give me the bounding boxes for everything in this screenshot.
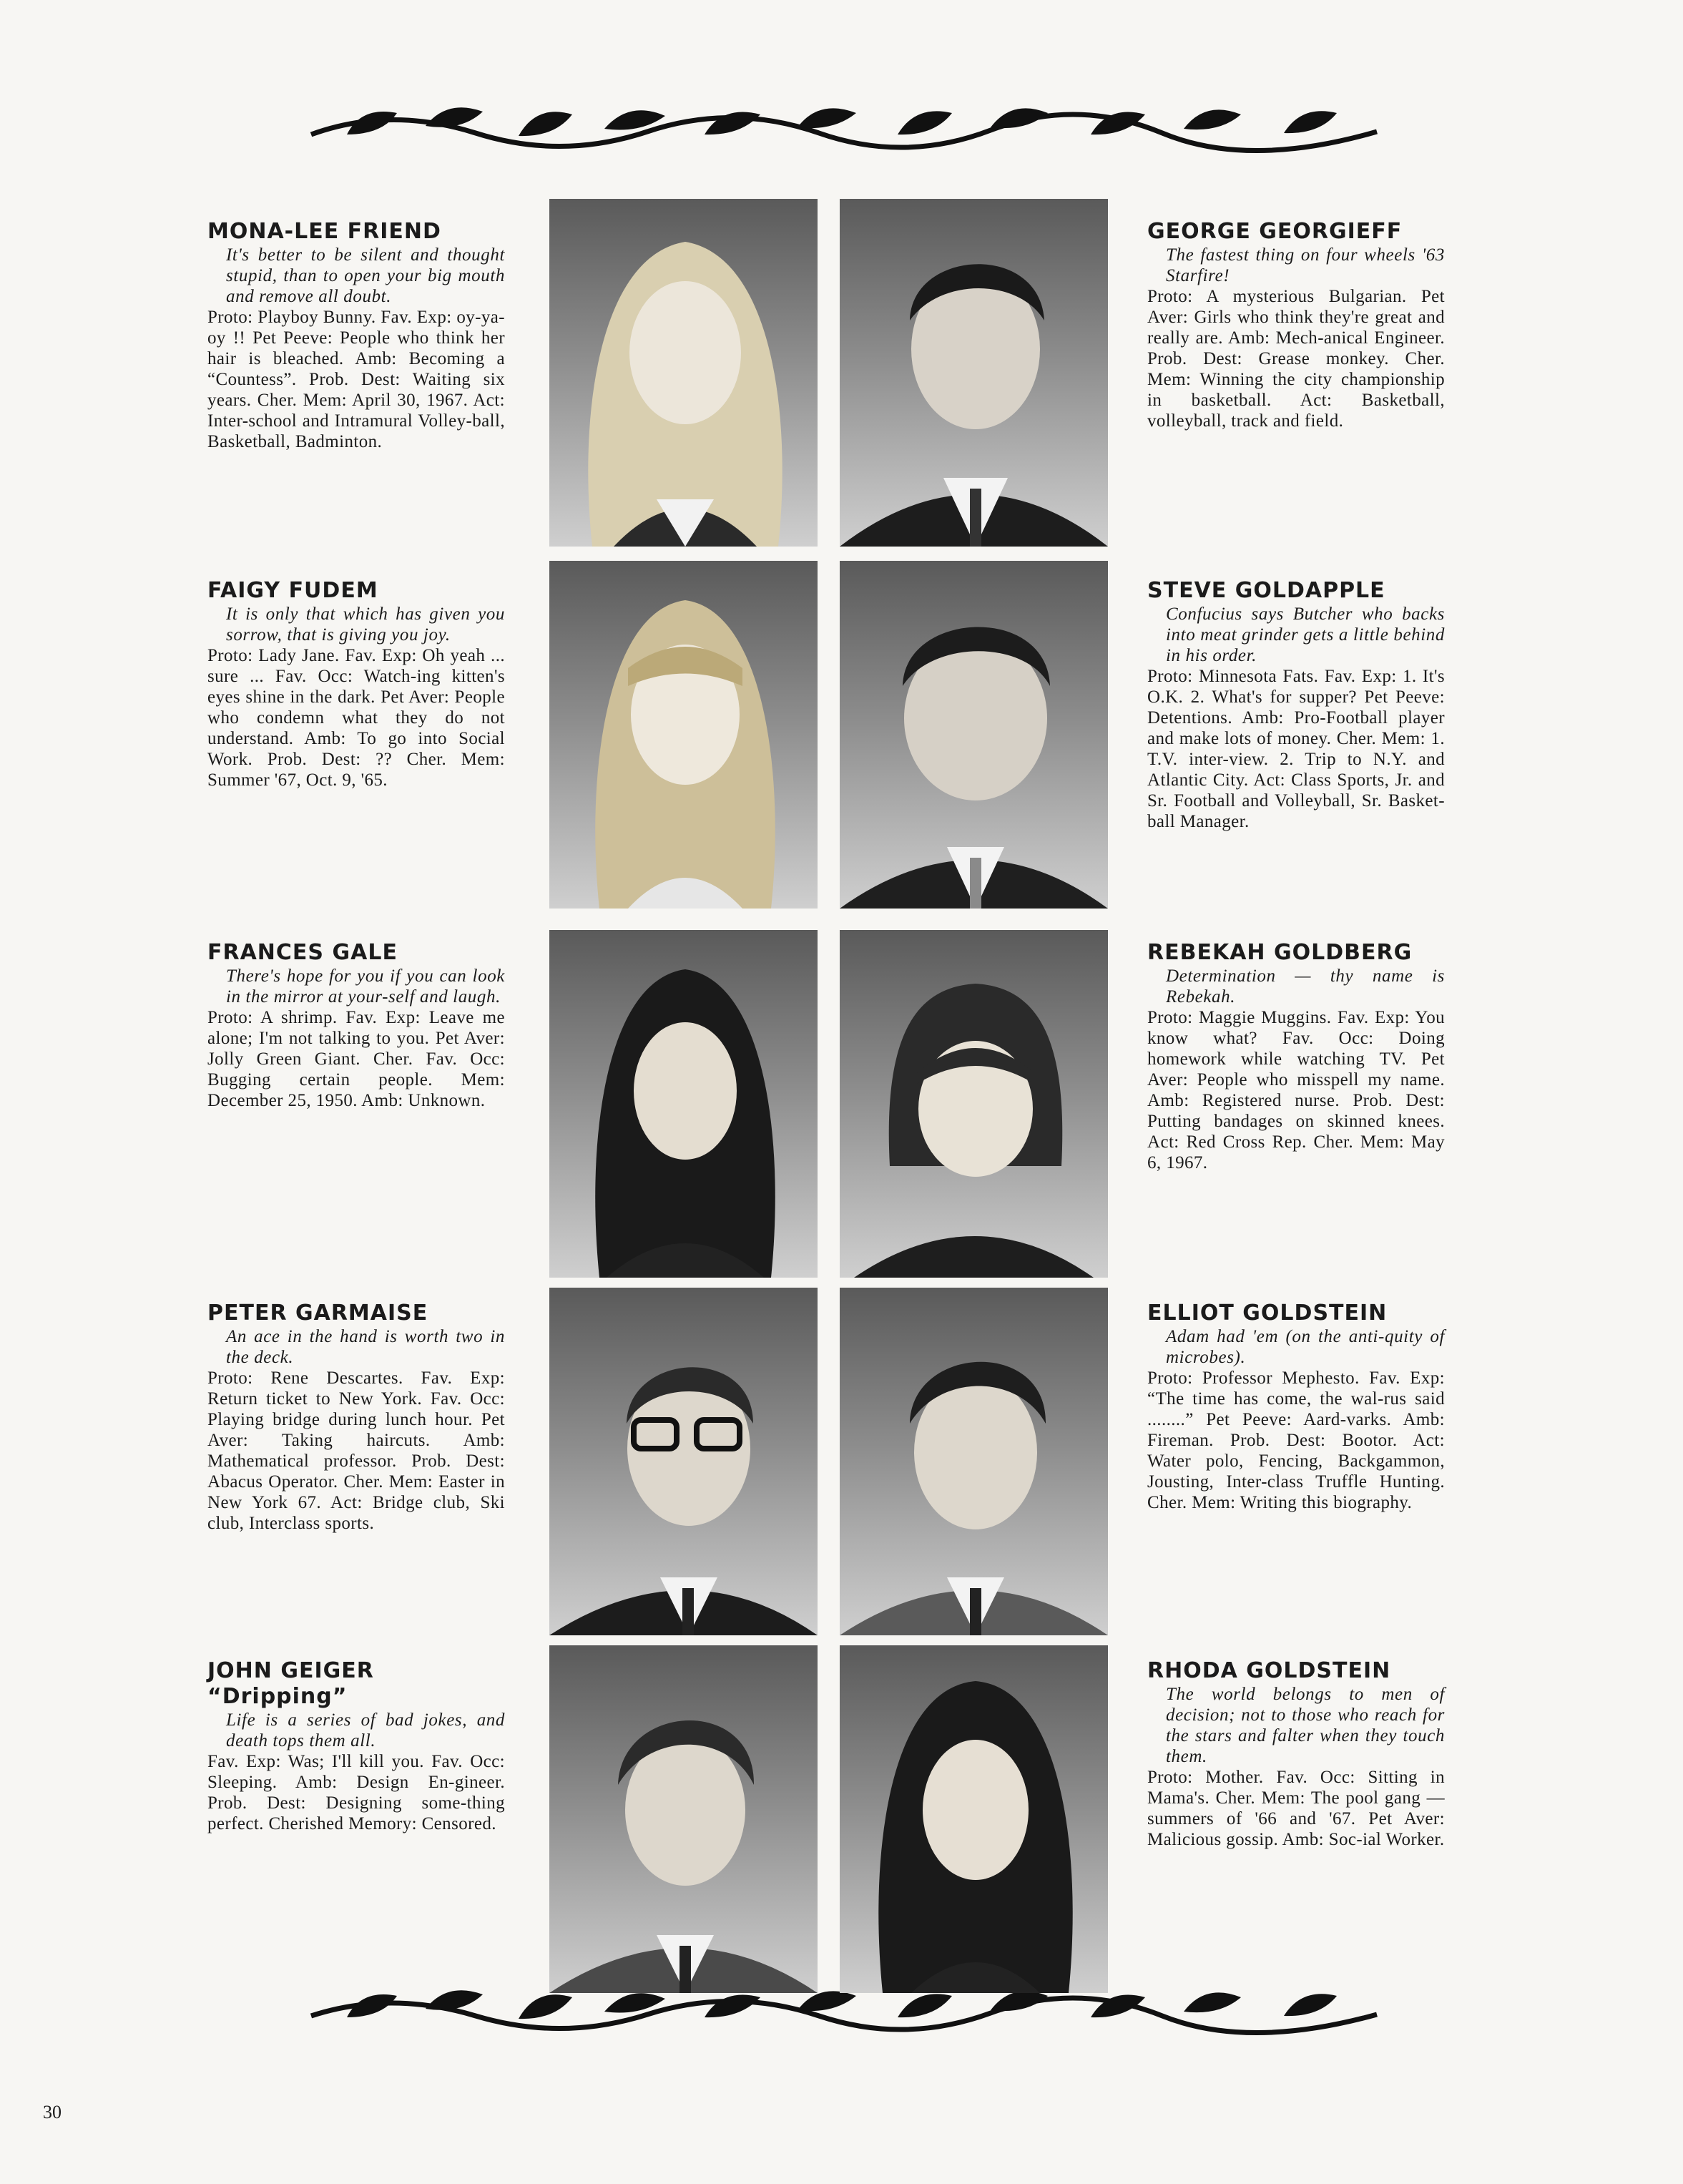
portrait-photo-mona-lee-friend (549, 199, 818, 547)
portrait-photo-steve-goldapple (840, 561, 1108, 909)
student-bio: Proto: Professor Mephesto. Fav. Exp: “The time has come, the wal-rus said ........” Pet Peeve: Aard-varks. Amb: Fireman. Prob. Dest: Bootor. Act: Water polo, Fencing, Backgammon, Jousting, Inter-class Truffle Hunting. Cher. Mem: Writing this biography. (1147, 1368, 1445, 1512)
portrait-photo-frances-gale (549, 930, 818, 1278)
student-bio: Proto: A mysterious Bulgarian. Pet Aver: Girls who think they're great and really are. Amb: Mech-anical Engineer. Prob. Dest: Grease monkey. Cher. Mem: Winning the city championship in basketball. Act: Basketball, volleyball, track and field. (1147, 287, 1445, 431)
entry-faigy-fudem (207, 578, 505, 790)
entry-frances-gale (207, 940, 505, 1111)
student-quote: Determination — thy name is Rebekah. (1166, 966, 1445, 1007)
student-bio: Proto: A shrimp. Fav. Exp: Leave me alone; I'm not talking to you. Pet Aver: Jolly Green Giant. Cher. Fav. Occ: Bugging certain people. Mem: December 25, 1950. Amb: Unknown. (207, 1008, 505, 1110)
student-name: FAIGY FUDEM (207, 578, 378, 603)
student-name: MONA-LEE FRIEND (207, 219, 441, 244)
student-bio: Fav. Exp: Was; I'll kill you. Fav. Occ: Sleeping. Amb: Design En-gineer. Prob. Dest: Designing some-thing perfect. Cherished Memory: Censored. (207, 1752, 505, 1833)
entry-steve-goldapple (1147, 578, 1445, 832)
student-name: REBEKAH GOLDBERG (1147, 940, 1413, 965)
entry-peter-garmaise (207, 1301, 505, 1534)
student-name: ELLIOT GOLDSTEIN (1147, 1301, 1388, 1326)
student-quote: The fastest thing on four wheels '63 Starfire! (1166, 245, 1445, 285)
student-quote: It's better to be silent and thought stupid, than to open your big mouth and remove all doubt. (226, 245, 505, 306)
student-bio: Proto: Lady Jane. Fav. Exp: Oh yeah ... sure ... Fav. Occ: Watch-ing kitten's eyes shine in the dark. Pet Aver: People who condemn what they do not understand. Amb: To go into Social Work. Prob. Dest: ?? Cher. Mem: Summer '67, Oct. 9, '65. (207, 646, 505, 790)
student-name: STEVE GOLDAPPLE (1147, 578, 1385, 603)
portrait-photo-elliot-goldstein (840, 1288, 1108, 1635)
portrait-photo-faigy-fudem (549, 561, 818, 909)
entry-elliot-goldstein (1147, 1301, 1445, 1513)
student-quote: It is only that which has given you sorrow, that is giving you joy. (226, 604, 505, 645)
portrait-photo-rebekah-goldberg (840, 930, 1108, 1278)
student-quote: An ace in the hand is worth two in the deck. (226, 1327, 505, 1367)
student-name: JOHN GEIGER “Dripping” (207, 1658, 374, 1709)
entry-mona-lee-friend (207, 219, 505, 452)
student-name: FRANCES GALE (207, 940, 398, 965)
entry-rebekah-goldberg (1147, 940, 1445, 1173)
portrait-photo-peter-garmaise (549, 1288, 818, 1635)
student-bio: Proto: Maggie Muggins. Fav. Exp: You know what? Fav. Occ: Doing homework while watching TV. Pet Aver: People who misspell my name. Amb: Registered nurse. Prob. Dest: Putting bandages on skinned knees. Act: Red Cross Rep. Cher. Mem: May 6, 1967. (1147, 1008, 1445, 1172)
student-bio: Proto: Mother. Fav. Occ: Sitting in Mama's. Cher. Mem: The pool gang — summers of '66 and '67. Pet Aver: Malicious gossip. Amb: Soc-ial Worker. (1147, 1768, 1445, 1849)
student-quote: Confucius says Butcher who backs into meat grinder gets a little behind in his order. (1166, 604, 1445, 665)
student-quote: There's hope for you if you can look in the mirror at your-self and laugh. (226, 966, 505, 1007)
student-name: PETER GARMAISE (207, 1301, 428, 1326)
student-quote: The world belongs to men of decision; not to those who reach for the stars and falter when they touch them. (1166, 1685, 1445, 1766)
entry-rhoda-goldstein (1147, 1658, 1445, 1850)
portrait-photo-george-georgieff (840, 199, 1108, 547)
student-bio: Proto: Minnesota Fats. Fav. Exp: 1. It's O.K. 2. What's for supper? Pet Peeve: Detentions. Amb: Pro-Football player and make lots of money. Cher. Mem: 1. T.V. inter-view. 2. Trip to N.Y. and Atlantic City. Act: Class Sports, Jr. and Sr. Football and Volleyball, Sr. Basket-ball Manager. (1147, 667, 1445, 831)
student-bio: Proto: Rene Descartes. Fav. Exp: Return ticket to New York. Fav. Occ: Playing bridge during lunch hour. Pet Aver: Taking haircuts. Amb: Mathematical professor. Prob. Dest: Abacus Operator. Cher. Mem: Easter in New York 67. Act: Bridge club, Ski club, Interclass sports. (207, 1368, 505, 1533)
vine-border-top (304, 92, 1384, 160)
student-name: RHODA GOLDSTEIN (1147, 1658, 1391, 1683)
student-bio: Proto: Playboy Bunny. Fav. Exp: oy-ya-oy !! Pet Peeve: People who think her hair is bleached. Amb: Becoming a “Countess”. Prob. Dest: Waiting six years. Cher. Mem: April 30, 1967. Act: Inter-school and Intramural Volley-ball, Basketball, Badminton. (207, 308, 505, 451)
entry-george-georgieff (1147, 219, 1445, 431)
portrait-photo-rhoda-goldstein (840, 1645, 1108, 1993)
portrait-photo-john-geiger (549, 1645, 818, 1993)
student-name: GEORGE GEORGIEFF (1147, 219, 1403, 244)
student-quote: Life is a series of bad jokes, and death tops them all. (226, 1710, 505, 1750)
student-quote: Adam had 'em (on the anti-quity of microbes). (1166, 1327, 1445, 1367)
page-number: 30 (43, 2102, 62, 2122)
entry-john-geiger (207, 1658, 505, 1834)
